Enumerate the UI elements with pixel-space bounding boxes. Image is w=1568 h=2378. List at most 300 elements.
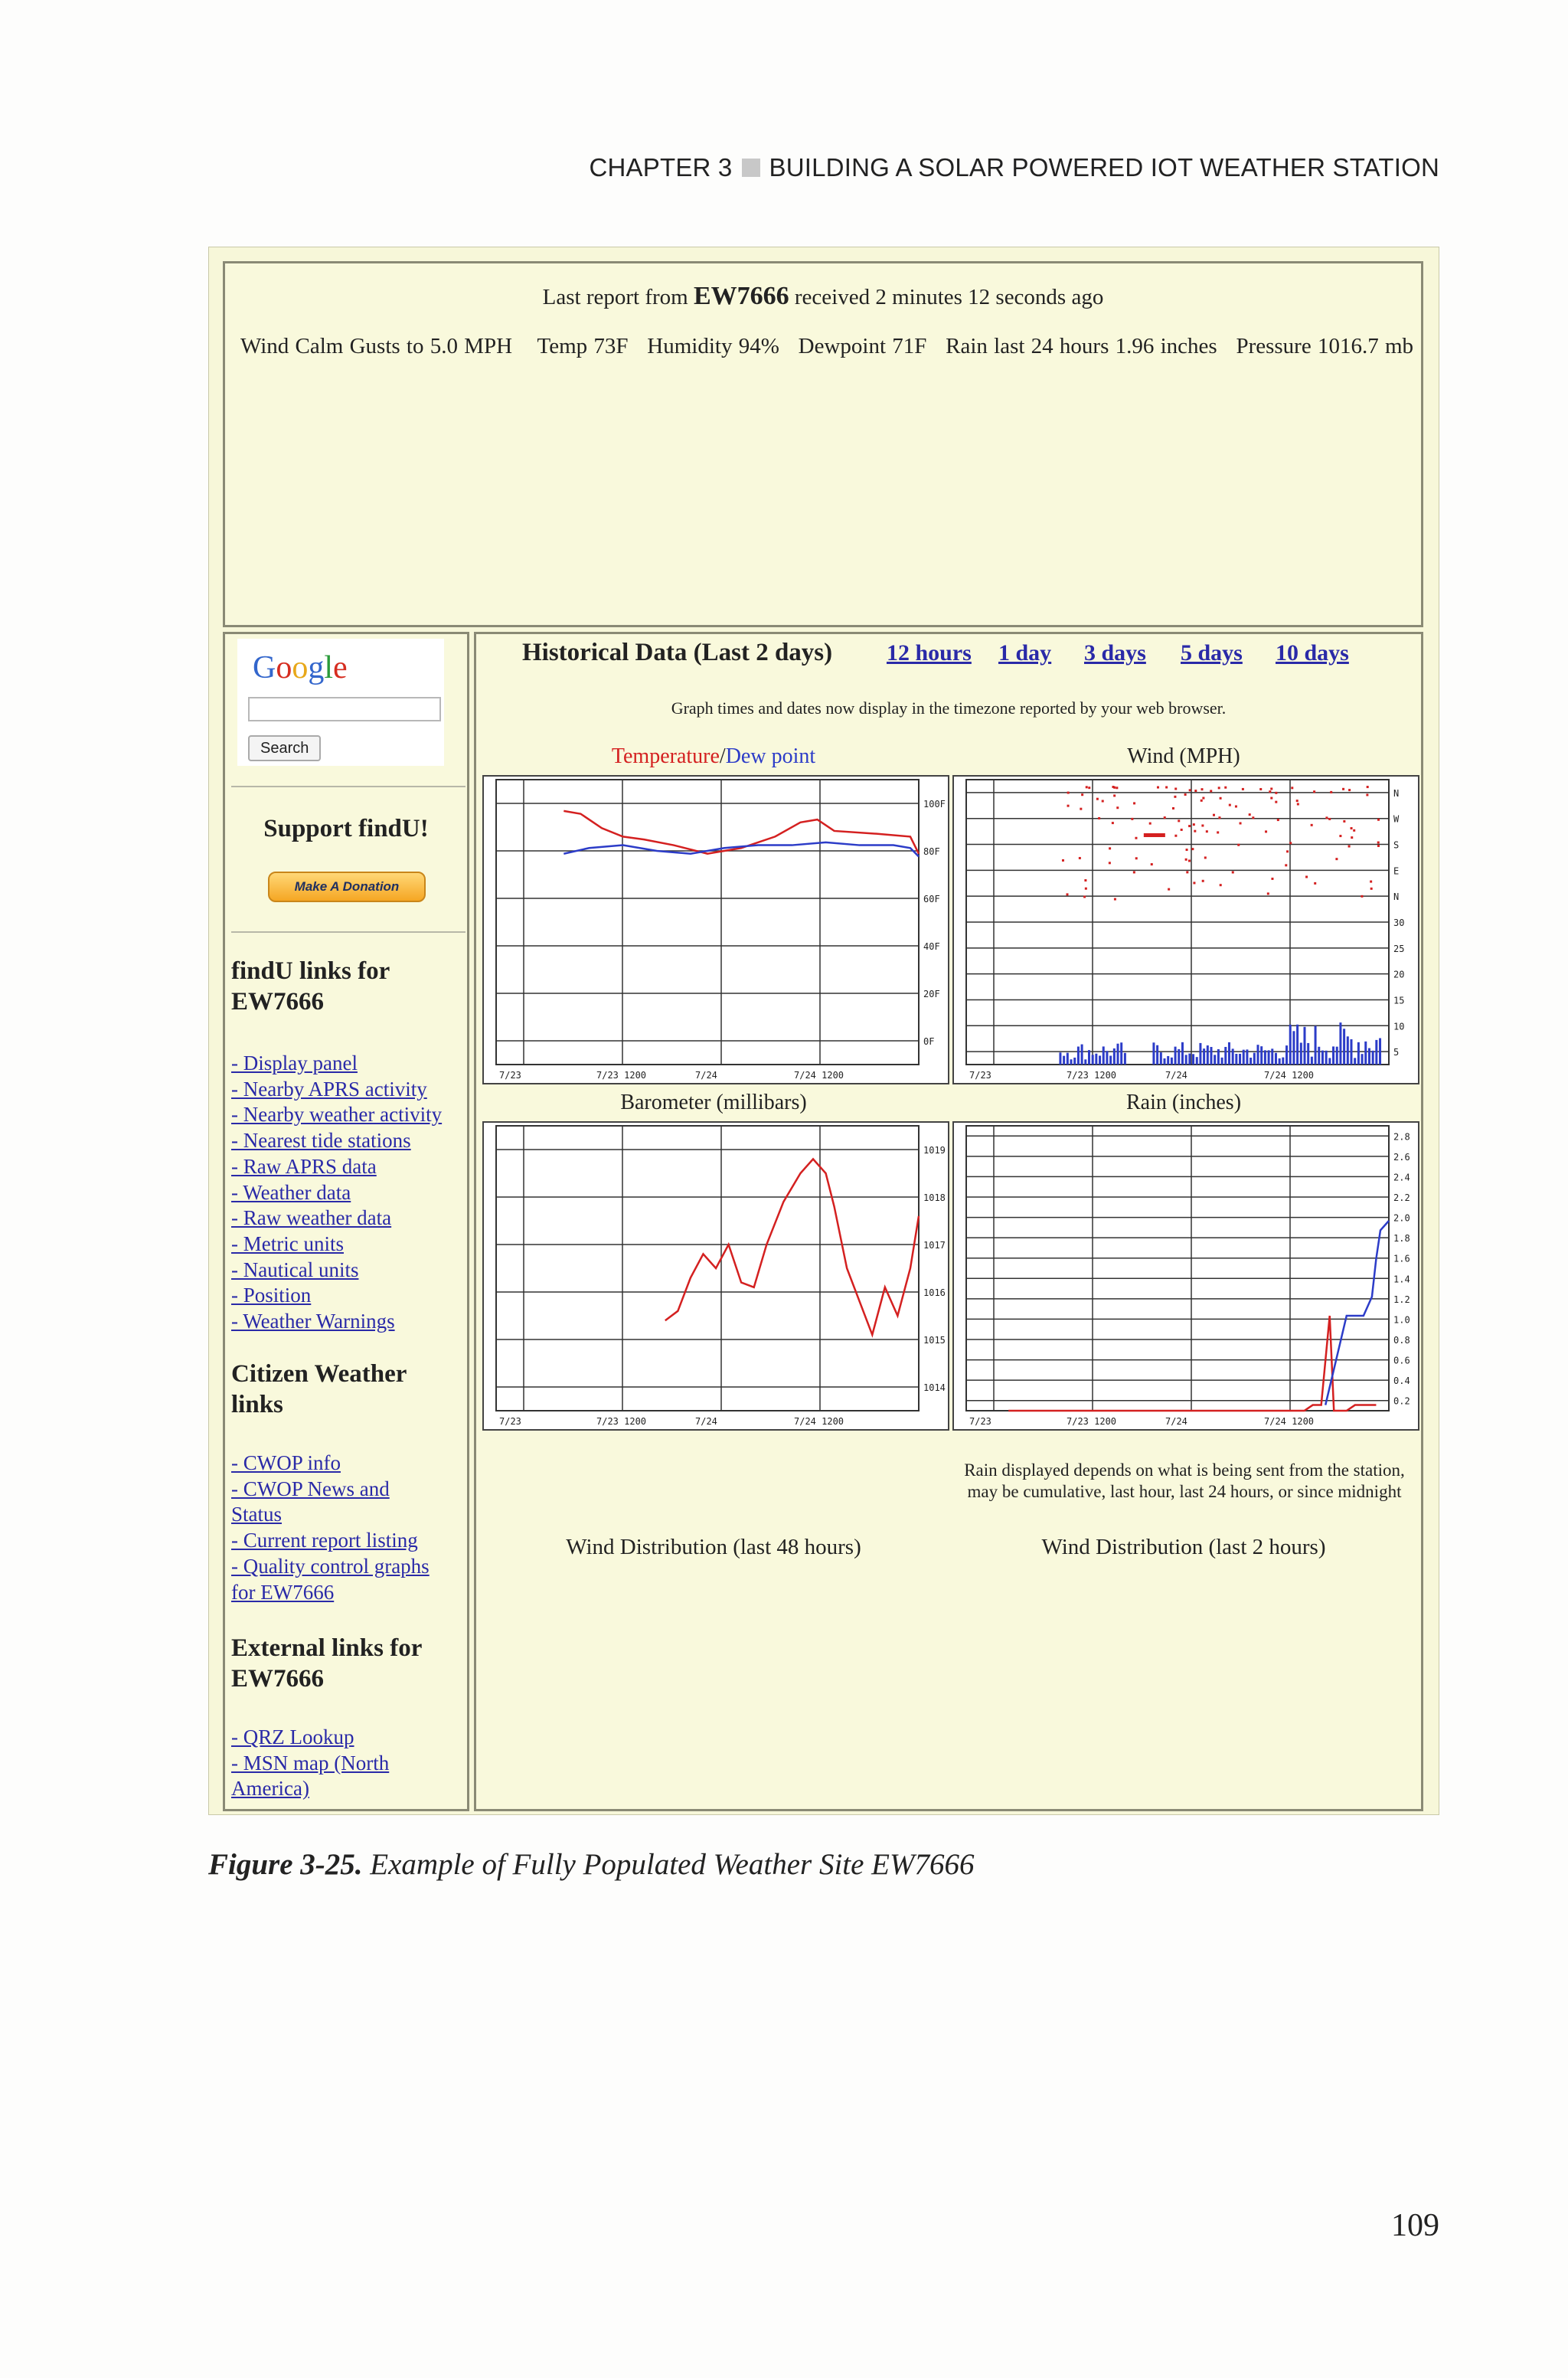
direction-label: N — [1393, 891, 1400, 903]
wind-direction-point — [1109, 862, 1111, 864]
x-tick-label: 7/24 1200 — [1264, 1070, 1315, 1081]
wind-speed-bar — [1315, 1026, 1317, 1065]
wind-direction-point — [1367, 786, 1369, 788]
wind-direction-point — [1361, 895, 1363, 898]
wind-direction-point — [1353, 829, 1355, 832]
wind-direction-point — [1113, 794, 1116, 796]
wind-direction-point — [1232, 871, 1234, 873]
wind-direction-point — [1194, 790, 1197, 792]
external-heading: External links for EW7666 — [231, 1634, 422, 1693]
wind-speed-bar — [1088, 1050, 1090, 1065]
rain-chart-title: Rain (inches) — [1125, 1091, 1242, 1114]
wind-speed-bar — [1321, 1051, 1324, 1065]
wind-direction-point — [1342, 788, 1344, 790]
wind-direction-point — [1277, 819, 1279, 821]
wind-direction-point — [1335, 858, 1338, 860]
wind-direction-point — [1242, 788, 1244, 790]
wind-direction-point — [1133, 802, 1135, 804]
y-tick-label: 80F — [923, 846, 940, 857]
y-tick-label: 1014 — [923, 1382, 946, 1393]
wind-speed-bar — [1152, 1042, 1155, 1065]
y-tick-label: 1017 — [923, 1240, 946, 1251]
x-tick-label: 7/23 1200 — [596, 1070, 647, 1081]
chapter-label: CHAPTER 3 — [589, 153, 733, 182]
wind-direction-point — [1351, 827, 1353, 829]
range-1-day-link[interactable]: 1 day — [998, 640, 1052, 666]
rain-note: Rain displayed depends on what is being sent from the station, may be cumulative, last hour, last 24 hours, or since midnight — [964, 1460, 1405, 1501]
wind-direction-point — [1135, 857, 1138, 859]
wind-direction-point — [1339, 835, 1341, 837]
speed-tick-label: 25 — [1393, 943, 1405, 954]
wind-direction-point — [1330, 791, 1332, 793]
wind-direction-point — [1188, 859, 1191, 862]
wind-direction-point — [1164, 816, 1166, 819]
wind-speed-bar — [1167, 1056, 1169, 1065]
wind-direction-point — [1325, 816, 1328, 819]
wind-speed-bar — [1325, 1051, 1328, 1065]
wind-direction-point — [1269, 790, 1271, 793]
wind-direction-point — [1114, 898, 1116, 901]
wind-direction-point — [1185, 859, 1187, 861]
range-5-days-link[interactable]: 5 days — [1181, 640, 1243, 666]
findu-link-0[interactable]: - Display panel — [231, 1052, 358, 1075]
wind-speed-bar — [1339, 1022, 1341, 1065]
wind-speed-bar — [1217, 1049, 1220, 1065]
wind-direction-point — [1224, 787, 1227, 789]
wind-speed-bar — [1171, 1058, 1173, 1065]
wind-direction-point — [1081, 793, 1083, 796]
x-tick-label: 7/23 1200 — [1067, 1416, 1117, 1427]
search-button[interactable]: Search — [248, 735, 321, 761]
wind-speed-bar — [1067, 1053, 1069, 1065]
wind-direction-point — [1313, 790, 1315, 793]
wind-direction-point — [1206, 830, 1208, 832]
citizen-link-1[interactable]: - CWOP News and — [231, 1477, 390, 1500]
y-tick-label: 1.8 — [1393, 1233, 1410, 1245]
search-input[interactable] — [248, 697, 441, 721]
wind-speed-bar — [1059, 1052, 1061, 1065]
wind-speed-bar — [1102, 1046, 1105, 1065]
wind-direction-point — [1210, 790, 1212, 792]
wind-direction-point — [1112, 786, 1114, 788]
wind-speed-bar — [1357, 1042, 1360, 1065]
wind-speed-bar — [1199, 1043, 1201, 1065]
wind-speed-bar — [1285, 1045, 1288, 1065]
wind-speed-bar — [1235, 1054, 1237, 1065]
wind-direction-point — [1191, 848, 1194, 850]
wind-direction-point — [1217, 831, 1219, 833]
wind-direction-point — [1220, 884, 1222, 886]
wind-direction-point — [1144, 833, 1165, 837]
x-tick-label: 7/23 1200 — [596, 1416, 647, 1427]
y-tick-label: 1.2 — [1393, 1294, 1410, 1305]
wind-direction-point — [1377, 819, 1380, 821]
wind-direction-point — [1204, 856, 1207, 859]
wind-speed-bar — [1364, 1042, 1367, 1065]
barometer-chart-title: Barometer (millibars) — [620, 1091, 807, 1114]
x-tick-label: 7/24 — [1165, 1416, 1187, 1427]
findu-link-5[interactable]: - Weather data — [231, 1180, 351, 1204]
findu-link-8[interactable]: - Nautical units — [231, 1258, 359, 1281]
direction-label: N — [1393, 787, 1400, 799]
wind-direction-point — [1084, 879, 1086, 882]
y-tick-label: 2.2 — [1393, 1192, 1410, 1203]
wind-direction-point — [1151, 863, 1153, 865]
findu-link-1[interactable]: - Nearby APRS activity — [231, 1077, 427, 1101]
wind-speed-bar — [1077, 1047, 1080, 1065]
wind-speed-bar — [1196, 1057, 1198, 1065]
wind-direction-point — [1188, 825, 1191, 827]
wind-speed-bar — [1296, 1025, 1298, 1065]
wind-distribution-2-title: Wind Distribution (last 2 hours) — [1041, 1535, 1326, 1559]
wind-speed-bar — [1279, 1058, 1281, 1065]
x-tick-label: 7/24 — [1165, 1070, 1187, 1081]
wind-speed-bar — [1092, 1055, 1094, 1065]
wind-speed-bar — [1109, 1055, 1112, 1065]
wind-direction-point — [1348, 846, 1351, 848]
findu-link-10[interactable]: - Weather Warnings — [231, 1310, 395, 1333]
x-tick-label: 7/24 1200 — [794, 1416, 844, 1427]
wind-direction-point — [1265, 830, 1267, 832]
wind-direction-point — [1085, 888, 1087, 890]
wind-speed-bar — [1257, 1045, 1259, 1065]
wind-direction-point — [1088, 787, 1090, 789]
station-id: EW7666 — [693, 282, 789, 310]
wind-direction-point — [1270, 797, 1272, 800]
wind-direction-point — [1174, 835, 1177, 837]
wind-direction-point — [1193, 882, 1195, 884]
citizen-link-2[interactable]: Status — [231, 1503, 283, 1526]
wind-speed-bar — [1174, 1047, 1177, 1065]
x-tick-label: 7/24 1200 — [794, 1070, 844, 1081]
y-tick-label: 1019 — [923, 1145, 946, 1156]
wind-direction-point — [1172, 807, 1174, 810]
y-tick-label: 2.8 — [1393, 1131, 1410, 1143]
findu-link-list — [231, 1051, 442, 1335]
wind-direction-point — [1377, 842, 1380, 844]
wind-speed-bar — [1228, 1042, 1230, 1065]
y-tick-label: 0.6 — [1393, 1355, 1410, 1366]
wind-direction-point — [1080, 808, 1082, 810]
wind-speed-bar — [1246, 1049, 1248, 1065]
wind-speed-bar — [1181, 1042, 1184, 1065]
wind-speed-bar — [1253, 1053, 1256, 1065]
wind-direction-point — [1220, 797, 1222, 800]
google-search-widget — [237, 639, 444, 766]
x-tick-label: 7/23 — [499, 1416, 521, 1427]
wind-direction-point — [1189, 789, 1191, 791]
external-link-0[interactable]: - QRZ Lookup — [231, 1725, 354, 1748]
figure-caption — [208, 1847, 974, 1882]
wind-direction-point — [1102, 800, 1104, 803]
timezone-note: Graph times and dates now display in the timezone reported by your web browser. — [671, 698, 1227, 718]
wind-direction-point — [1377, 845, 1380, 847]
wind-direction-point — [1165, 786, 1168, 788]
wind-speed-bar — [1318, 1047, 1320, 1065]
x-tick-label: 7/23 — [969, 1070, 991, 1081]
support-title: Support findU! — [263, 815, 429, 842]
wind-direction-point — [1343, 820, 1345, 823]
dewpoint-legend: Dew point — [725, 744, 816, 768]
x-tick-label: 7/24 — [695, 1416, 717, 1427]
wind-direction-point — [1112, 822, 1114, 824]
wind-speed-bar — [1303, 1027, 1305, 1065]
wind-speed-bar — [1343, 1029, 1345, 1065]
wind-direction-point — [1289, 842, 1292, 844]
wind-direction-point — [1174, 796, 1176, 798]
wind-direction-point — [1366, 793, 1368, 796]
divider — [231, 786, 466, 787]
figure-text: Example of Fully Populated Weather Site EW7666 — [370, 1848, 975, 1881]
y-tick-label: 1016 — [923, 1287, 946, 1298]
wind-direction-point — [1285, 864, 1287, 866]
wind-direction-point — [1184, 793, 1187, 796]
wind-speed-bar — [1214, 1055, 1216, 1065]
google-logo: Google — [253, 650, 348, 685]
wind-direction-point — [1181, 829, 1183, 831]
direction-label: E — [1393, 865, 1400, 877]
y-tick-label: 1.0 — [1393, 1314, 1410, 1326]
wind-direction-point — [1235, 805, 1237, 807]
external-link-2[interactable]: America) — [231, 1777, 309, 1801]
barometer-chart — [482, 1121, 949, 1431]
wind-direction-point — [1351, 836, 1353, 839]
x-tick-label: 7/24 — [695, 1070, 717, 1081]
wind-speed-bar — [1221, 1058, 1223, 1065]
wind-speed-bar — [1368, 1048, 1370, 1065]
wind-speed-bar — [1275, 1053, 1277, 1065]
wind-speed-bar — [1250, 1058, 1252, 1065]
wind-direction-point — [1270, 787, 1272, 790]
wind-direction-point — [1116, 806, 1119, 809]
wind-speed-bar — [1160, 1052, 1162, 1065]
wind-speed-bar — [1120, 1042, 1122, 1065]
range-3-days-link[interactable]: 3 days — [1084, 640, 1146, 666]
wind-speed-bar — [1271, 1048, 1273, 1065]
wind-speed-bar — [1307, 1043, 1309, 1065]
findu-link-7[interactable]: - Metric units — [231, 1232, 344, 1255]
x-tick-label: 7/23 1200 — [1067, 1070, 1117, 1081]
report-prefix: Last report from — [542, 285, 688, 309]
wind-speed-bar — [1188, 1054, 1191, 1065]
wind-direction-point — [1131, 818, 1133, 820]
wind-speed-bar — [1347, 1036, 1349, 1065]
speed-tick-label: 30 — [1393, 918, 1405, 928]
findu-link-2[interactable]: - Nearby weather activity — [231, 1103, 443, 1127]
wind-direction-point — [1067, 792, 1070, 794]
temperature-legend: Temperature — [611, 744, 720, 768]
wind-direction-point — [1098, 817, 1100, 819]
sidebar — [223, 632, 469, 1811]
wind-direction-point — [1259, 788, 1262, 790]
wind-direction-point — [1213, 814, 1215, 816]
wind-direction-point — [1096, 798, 1099, 800]
wind-direction-point — [1311, 824, 1313, 826]
wind-speed-bar — [1336, 1047, 1338, 1065]
wind-direction-point — [1296, 800, 1298, 802]
wind-direction-point — [1200, 788, 1203, 790]
wind-speed-bar — [1372, 1051, 1374, 1065]
wind-direction-point — [1178, 819, 1180, 822]
wind-speed-bar — [1099, 1055, 1101, 1065]
wind-speed-bar — [1282, 1058, 1284, 1065]
page-number: 109 — [1391, 2208, 1439, 2243]
wind-direction-point — [1135, 837, 1137, 839]
chapter-title: BUILDING A SOLAR POWERED IOT WEATHER STATION — [769, 153, 1439, 182]
running-head — [589, 153, 1439, 182]
wind-chart — [952, 775, 1419, 1084]
wind-speed-bar — [1124, 1053, 1126, 1065]
wind-direction-point — [1314, 882, 1316, 885]
wind-chart-title: Wind (MPH) — [1127, 744, 1240, 768]
wind-direction-point — [1116, 787, 1118, 789]
y-tick-label: 2.6 — [1393, 1151, 1410, 1163]
x-tick-label: 7/23 — [499, 1070, 521, 1081]
wind-speed-bar — [1073, 1058, 1076, 1065]
conditions-line: Wind Calm Gusts to 5.0 MPH Temp 73F Humidity 94% Dewpoint 71F Rain last 24 hours 1.96 inches Pressure 1016.7 mb — [240, 334, 1414, 358]
wind-direction-point — [1297, 803, 1299, 805]
wind-speed-bar — [1095, 1054, 1097, 1065]
figure-label: Figure 3-25. — [208, 1848, 363, 1881]
wind-speed-bar — [1350, 1039, 1352, 1065]
wind-direction-point — [1174, 787, 1177, 790]
wind-direction-point — [1328, 818, 1331, 820]
rain-chart — [952, 1121, 1419, 1431]
citizen-link-0[interactable]: - CWOP info — [231, 1451, 341, 1474]
wind-direction-point — [1086, 786, 1088, 788]
y-tick-label: 60F — [923, 894, 940, 904]
direction-label: S — [1393, 839, 1400, 851]
wind-direction-point — [1202, 797, 1204, 800]
wind-direction-point — [1271, 878, 1273, 880]
y-tick-label: 40F — [923, 941, 940, 952]
report-suffix: received 2 minutes 12 seconds ago — [794, 285, 1104, 309]
wind-speed-bar — [1328, 1058, 1331, 1065]
wind-speed-bar — [1268, 1050, 1270, 1065]
citizen-link-3[interactable]: - Current report listing — [231, 1529, 418, 1552]
y-tick-label: 100F — [923, 799, 946, 810]
wind-direction-point — [1237, 844, 1240, 846]
speed-tick-label: 20 — [1393, 969, 1405, 980]
wind-direction-point — [1286, 850, 1289, 852]
wind-speed-bar — [1260, 1046, 1263, 1065]
findu-link-9[interactable]: - Position — [231, 1284, 312, 1307]
range-10-days-link[interactable]: 10 days — [1276, 640, 1349, 666]
wind-direction-point — [1218, 787, 1220, 789]
wind-speed-bar — [1081, 1045, 1083, 1065]
citizen-heading: Citizen Weather links — [231, 1360, 407, 1418]
historical-title: Historical Data (Last 2 days) — [522, 639, 833, 666]
y-tick-label: 0.2 — [1393, 1395, 1410, 1407]
plot-area — [496, 780, 919, 1065]
wind-speed-bar — [1311, 1057, 1313, 1065]
wind-speed-bar — [1113, 1048, 1116, 1065]
wind-speed-bar — [1379, 1039, 1381, 1065]
wind-direction-point — [1229, 804, 1231, 806]
wind-direction-point — [1149, 823, 1152, 825]
y-tick-label: 1015 — [923, 1335, 946, 1346]
wind-speed-bar — [1106, 1051, 1108, 1065]
wind-speed-bar — [1192, 1054, 1194, 1065]
wind-direction-point — [1186, 871, 1188, 873]
wind-speed-bar — [1292, 1031, 1295, 1065]
wind-speed-bar — [1207, 1045, 1209, 1065]
legend-separator: / — [719, 744, 726, 768]
wind-speed-bar — [1300, 1043, 1302, 1065]
donate-button[interactable]: Make A Donation — [268, 872, 426, 902]
divider — [231, 931, 466, 933]
wind-direction-point — [1157, 787, 1159, 789]
wind-direction-point — [1186, 849, 1188, 851]
wind-direction-point — [1291, 787, 1293, 789]
citizen-link-4[interactable]: - Quality control graphs — [231, 1554, 430, 1578]
findu-heading: findU links for EW7666 — [231, 957, 390, 1016]
wind-direction-point — [1200, 800, 1203, 802]
wind-direction-point — [1348, 789, 1351, 791]
current-report-panel — [223, 261, 1423, 627]
wind-direction-point — [1194, 830, 1196, 832]
wind-speed-bar — [1361, 1054, 1364, 1065]
direction-label: W — [1393, 813, 1400, 825]
range-12-hours-link[interactable]: 12 hours — [887, 640, 972, 666]
wind-direction-point — [1370, 881, 1372, 883]
wind-speed-bar — [1289, 1025, 1292, 1065]
wind-direction-point — [1109, 847, 1111, 849]
y-tick-label: 20F — [923, 989, 940, 999]
findu-link-3[interactable]: - Nearest tide stations — [231, 1129, 411, 1153]
wind-speed-bar — [1224, 1047, 1227, 1065]
y-tick-label: 0.4 — [1393, 1375, 1410, 1387]
temp-chart-title — [482, 744, 945, 769]
citizen-link-list — [231, 1451, 430, 1605]
x-tick-label: 7/24 1200 — [1264, 1416, 1315, 1427]
wind-direction-point — [1275, 792, 1277, 794]
y-tick-label: 2.0 — [1393, 1212, 1410, 1224]
wind-speed-bar — [1243, 1050, 1245, 1065]
x-tick-label: 7/23 — [969, 1416, 991, 1427]
wind-direction-point — [1240, 822, 1242, 824]
findu-link-6[interactable]: - Raw weather data — [231, 1206, 392, 1230]
external-link-1[interactable]: - MSN map (North — [231, 1751, 390, 1775]
wind-direction-point — [1066, 893, 1068, 895]
findu-link-4[interactable]: - Raw APRS data — [231, 1154, 377, 1178]
historical-data-panel — [474, 632, 1423, 1811]
wind-speed-bar — [1232, 1048, 1234, 1065]
y-tick-label: 2.4 — [1393, 1172, 1410, 1183]
wind-direction-point — [1193, 823, 1195, 826]
speed-tick-label: 5 — [1393, 1047, 1400, 1058]
y-tick-label: 1018 — [923, 1192, 946, 1203]
last-report-line — [225, 282, 1421, 311]
wind-speed-bar — [1375, 1040, 1377, 1065]
wind-direction-point — [1079, 857, 1081, 859]
external-link-list — [231, 1725, 389, 1802]
citizen-link-5[interactable]: for EW7666 — [231, 1580, 335, 1604]
y-tick-label: 1.4 — [1393, 1274, 1410, 1285]
wind-speed-bar — [1332, 1046, 1334, 1065]
y-tick-label: 0F — [923, 1036, 935, 1047]
wind-speed-bar — [1239, 1054, 1241, 1065]
wind-direction-point — [1249, 813, 1251, 816]
wind-speed-bar — [1070, 1059, 1073, 1065]
wind-speed-bar — [1117, 1044, 1119, 1065]
wind-speed-bar — [1203, 1048, 1205, 1065]
y-tick-label: 0.8 — [1393, 1335, 1410, 1346]
y-tick-label: 1.6 — [1393, 1253, 1410, 1264]
wind-speed-bar — [1185, 1055, 1187, 1065]
wind-direction-point — [1275, 801, 1277, 803]
speed-tick-label: 10 — [1393, 1021, 1405, 1032]
